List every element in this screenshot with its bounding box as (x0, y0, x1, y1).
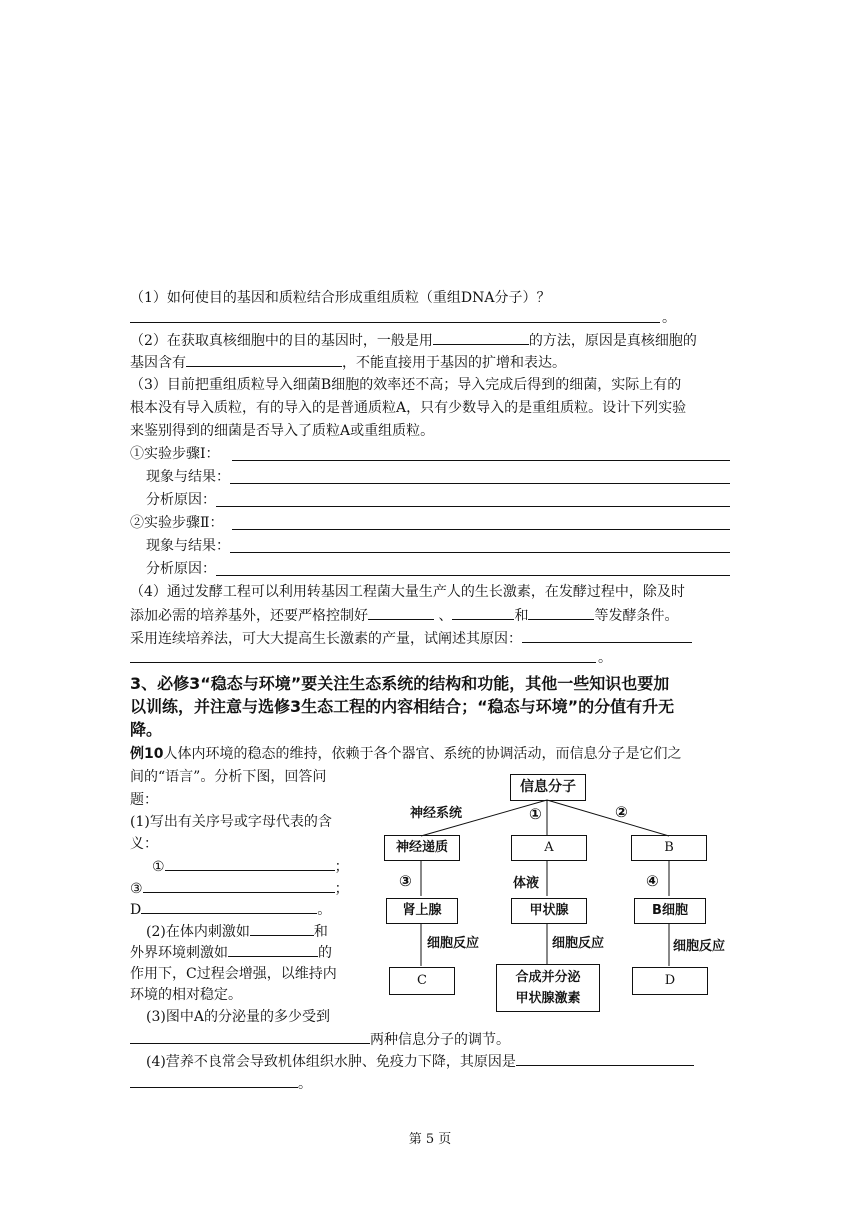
ex10-line1-text: 人体内环境的稳态的维持，依赖于各个器官、系统的协调活动，而信息分子是它们之 (163, 746, 682, 762)
ex10-p1b: 义： (130, 836, 158, 852)
diagram-label-4: ④ (646, 872, 659, 890)
q2-line2-a: 基因含有 (130, 355, 186, 371)
ex10-circle1: ① (152, 859, 165, 875)
ex10-p2e: 作用下，C过程会增强，以维持内 (130, 966, 337, 982)
q3-reason1-label: 分析原因： (146, 492, 216, 508)
ex10-p2d: 的 (318, 945, 332, 961)
ex10-p2a: (2)在体内刺激如 (146, 924, 250, 940)
q4-end: 。 (598, 650, 612, 666)
diagram-box-d: D (632, 967, 708, 995)
q4-line2-d: 等发酵条件。 (594, 608, 679, 624)
diagram-box-c: C (389, 967, 455, 995)
diagram-box-thyroid-hormone-line2: 甲状腺激素 (515, 991, 581, 1006)
q2-line1-a: （2）在获取真核细胞中的目的基因时，一般是用 (130, 333, 433, 349)
ex10-line3: 题： (130, 792, 158, 808)
ex10-p4end: 。 (298, 1076, 312, 1092)
ex10-p2f: 环境的相对稳定。 (130, 987, 242, 1003)
diagram-box-neurotransmitter: 神经递质 (384, 835, 460, 861)
ex10-label: 例10 (130, 746, 164, 762)
q3-result1-label: 现象与结果： (146, 469, 230, 485)
ex10-p3b: 两种信息分子的调节。 (370, 1032, 510, 1048)
ex10-p3a: (3)图中A的分泌量的多少受到 (146, 1009, 330, 1025)
q4-line2-b: 、 (438, 608, 453, 624)
diagram-box-b-cell: B细胞 (634, 898, 706, 924)
ex10-line2: 间的“语言”。分析下图，回答问 (130, 769, 327, 785)
ex10-p4a: (4)营养不良常会导致机体组织水肿、免疫力下降，其原因是 (146, 1054, 516, 1070)
q4-line2-a: 添加必需的培养基外，还要严格控制好 (130, 608, 368, 624)
q4-line2-c: 和 (514, 608, 529, 624)
q2-line2-b: ，不能直接用于基因的扩增和表达。 (342, 355, 566, 371)
ex10-p1a: (1)写出有关序号或字母代表的含 (130, 814, 332, 830)
q4-line3-text: 采用连续培养法，可大大提高生长激素的产量，试阐述其原因： (130, 631, 522, 647)
diagram-label-body-fluid: 体液 (513, 876, 540, 891)
ex10-semicolon-3: ； (334, 881, 349, 897)
diagram-box-thyroid: 甲状腺 (511, 898, 587, 924)
section3-line1: 3、必修3“稳态与环境”要关注生态系统的结构和功能，其他一些知识也要加 (130, 674, 670, 693)
diagram-label-nervous-system: 神经系统 (410, 806, 463, 821)
ex10-p2c: 外界环境刺激如 (130, 945, 228, 961)
ex10-p2b: 和 (313, 924, 328, 940)
q3-step1-label: ①实验步骤Ⅰ： (130, 446, 220, 462)
q1-text: （1）如何使目的基因和质粒结合形成重组质粒（重组DNA分子）？ (130, 290, 551, 306)
q2-line1-b: 的方法，原因是真核细胞的 (528, 333, 697, 349)
ex10-semicolon-1: ； (334, 859, 349, 875)
q3-line3: 来鉴别得到的细菌是否导入了质粒A或重组质粒。 (130, 423, 435, 439)
q3-reason2-label: 分析原因： (146, 561, 216, 577)
q3-line2: 根本没有导入质粒，有的导入的是普通质粒A，只有少数导入的是重组质粒。设计下列实验 (130, 400, 687, 416)
ex10-period-d: 。 (317, 902, 332, 918)
section3-line2: 以训练，并注意与选修3生态工程的内容相结合；“稳态与环境”的分值有升无 (130, 697, 675, 716)
diagram-box-adrenal-gland: 肾上腺 (386, 898, 458, 924)
section3-line3: 降。 (130, 720, 163, 739)
diagram-box-a: A (511, 835, 587, 861)
diagram-label-reaction-mid: 细胞反应 (552, 936, 605, 951)
q4-line1: （4）通过发酵工程可以利用转基因工程菌大量生产人的生长激素，在发酵过程中，除及时 (130, 584, 685, 600)
diagram-label-1: ① (529, 805, 542, 823)
q3-step2-label: ②实验步骤Ⅱ： (130, 515, 224, 531)
diagram-label-3: ③ (399, 872, 412, 890)
diagram-box-thyroid-hormone (496, 964, 600, 1012)
diagram-box-thyroid-hormone-line1: 合成并分泌 (515, 970, 581, 985)
q1-end: 。 (662, 310, 676, 326)
ex10-circle3: ③ (130, 881, 143, 897)
ex10-d: D (130, 902, 142, 918)
diagram-label-reaction-right: 细胞反应 (673, 939, 726, 954)
diagram-box-signal-molecule: 信息分子 (510, 774, 586, 801)
q3-line1: （3）目前把重组质粒导入细菌B细胞的效率还不高；导入完成后得到的细菌，实际上有的 (130, 377, 682, 393)
diagram-label-2: ② (615, 803, 628, 821)
page-number: 第 5 页 (408, 1132, 452, 1147)
diagram-box-b: B (631, 835, 707, 861)
q3-result2-label: 现象与结果： (146, 538, 230, 554)
diagram-label-reaction-left: 细胞反应 (427, 936, 480, 951)
